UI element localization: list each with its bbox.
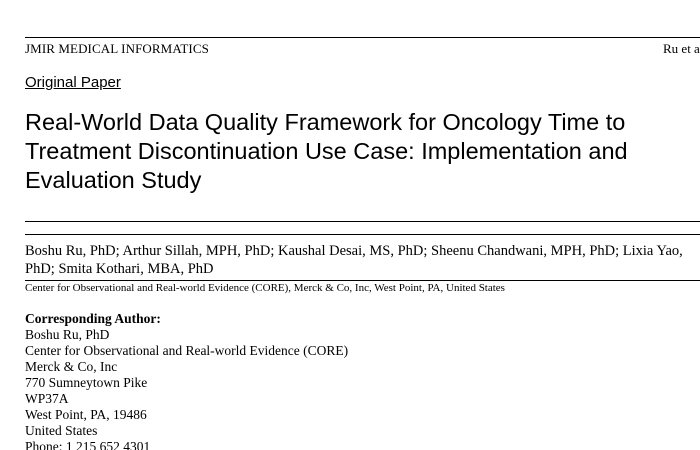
corresponding-author-block [25, 311, 348, 450]
running-head: Ru et a [663, 41, 700, 56]
author-rule [25, 280, 700, 281]
corresponding-name: Boshu Ru, PhD [25, 327, 110, 342]
corresponding-mailstop: WP37A [25, 391, 69, 406]
title-line: Treatment Discontinuation Use Case: Implementation and [25, 138, 628, 164]
title-rule-bottom [25, 234, 700, 235]
affiliation: Center for Observational and Real-world Evidence (CORE), Merck & Co, Inc, West Point, PA, United States [25, 282, 505, 294]
corresponding-street: 770 Sumneytown Pike [25, 375, 148, 390]
section-label: Original Paper [25, 74, 121, 91]
article-title [25, 108, 700, 195]
header-rule [25, 37, 700, 38]
corresponding-country: United States [25, 423, 98, 438]
author-list [25, 242, 683, 278]
corresponding-city: West Point, PA, 19486 [25, 407, 147, 422]
title-line: Evaluation Study [25, 167, 202, 193]
corresponding-heading: Corresponding Author: [25, 311, 161, 326]
corresponding-department: Center for Observational and Real-world Evidence (CORE) [25, 343, 349, 358]
author-line: PhD; Smita Kothari, MBA, PhD [25, 261, 214, 277]
journal-name: JMIR MEDICAL INFORMATICS [25, 41, 209, 56]
title-line: Real-World Data Quality Framework for Oncology Time to [25, 109, 626, 135]
corresponding-organization: Merck & Co, Inc [25, 359, 118, 374]
author-line: Boshu Ru, PhD; Arthur Sillah, MPH, PhD; Kaushal Desai, MS, PhD; Sheenu Chandwani, MPH, PhD; Lixia Yao, [25, 243, 683, 259]
corresponding-phone: Phone: 1 215 652 4301 [25, 439, 151, 450]
title-rule-top [25, 221, 700, 222]
